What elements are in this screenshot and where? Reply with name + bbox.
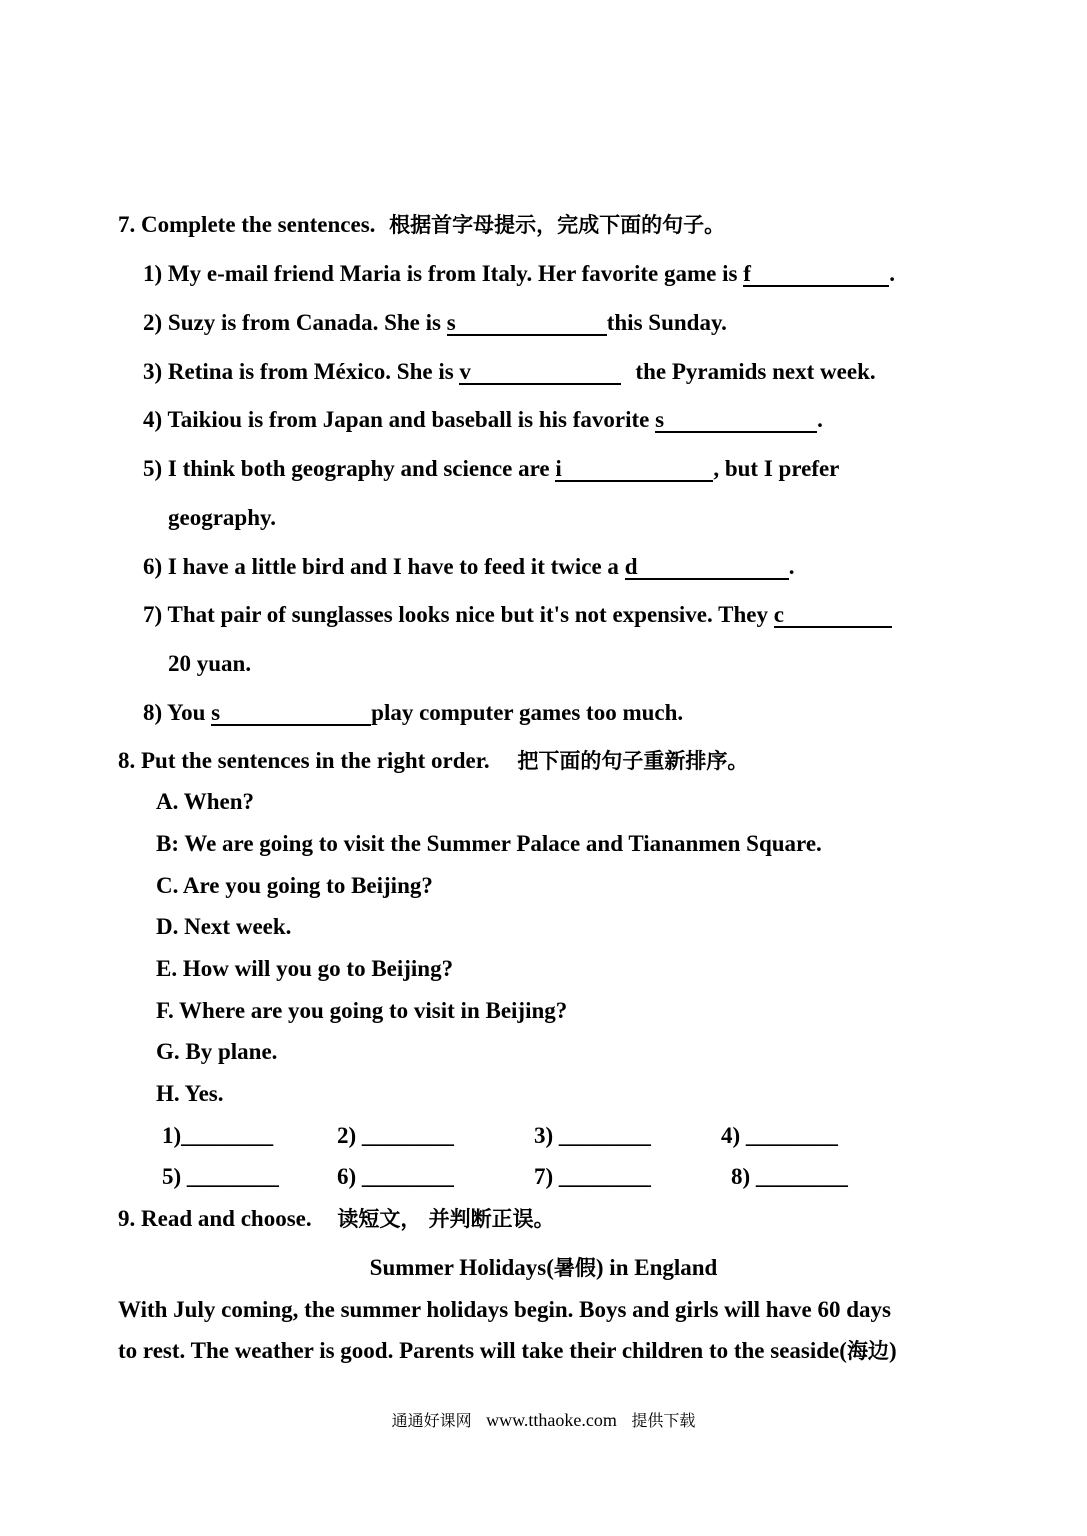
q7-item-8 — [143, 699, 683, 727]
q7-item-8-text: 8) You — [143, 700, 212, 725]
q8-sentence-c: C. Are you going to Beijing? — [156, 873, 433, 898]
footer-site-name: 通通好课网 — [391, 1411, 472, 1430]
q7-item-6 — [143, 553, 794, 581]
q7-item-5-letter: i — [555, 456, 562, 481]
passage-line-2-cn: 海边 — [846, 1339, 889, 1363]
passage-title-post: ) in England — [595, 1255, 718, 1280]
q7-item-7-letter: c — [773, 602, 784, 627]
q7-item-6-text: 6) I have a little bird and I have to feed it twice a — [143, 554, 625, 579]
q7-item-4-post: . — [817, 407, 823, 432]
q7-item-2 — [143, 309, 727, 337]
q7-item-3-letter: v — [459, 359, 471, 384]
q7-heading-cn: 根据首字母提示，完成下面的句子。 — [389, 213, 726, 237]
q7-heading-en: 7. Complete the sentences. — [118, 212, 376, 237]
q7-item-2-post: this Sunday. — [606, 310, 727, 335]
passage-line-1: With July coming, the summer holidays begin. Boys and girls will have 60 days — [118, 1297, 891, 1322]
q7-item-1-letter: f — [743, 261, 751, 286]
q7-item-8-post: play computer games too much. — [371, 700, 684, 725]
q7-item-6-letter: d — [624, 554, 638, 579]
q7-item-4-blank[interactable] — [655, 409, 817, 433]
q7-heading — [118, 211, 725, 239]
q7-item-1-text: 1) My e-mail friend Maria is from Italy. Her favorite game is — [143, 261, 744, 286]
page-footer — [0, 1408, 1087, 1431]
q7-item-3-post: the Pyramids next week. — [635, 359, 876, 384]
q7-item-8-letter: s — [211, 700, 221, 725]
passage-title-pre: Summer Holidays( — [369, 1255, 554, 1280]
q7-item-4-text: 4) Taikiou is from Japan and baseball is his favorite — [143, 407, 656, 432]
q8-sentence-e: E. How will you go to Beijing? — [156, 956, 454, 981]
passage-title-cn: 暑假 — [553, 1256, 596, 1280]
passage-line-2-text: to rest. The weather is good. Parents will take their children to the seaside( — [118, 1338, 847, 1363]
q8-heading — [118, 747, 748, 775]
q7-item-5-text: 5) I think both geography and science are — [143, 456, 556, 481]
q8-answer-2[interactable]: 2) ________ — [337, 1123, 454, 1148]
footer-url[interactable]: www.tthaoke.com — [486, 1410, 617, 1430]
q8-heading-en: 8. Put the sentences in the right order. — [118, 748, 490, 773]
q7-item-1-blank[interactable] — [743, 263, 889, 287]
q7-item-5-post: , but I prefer — [713, 456, 840, 481]
q7-item-3 — [143, 358, 876, 386]
q8-answer-1[interactable]: 1)________ — [162, 1123, 274, 1148]
q8-answer-3[interactable]: 3) ________ — [534, 1123, 651, 1148]
q8-answer-6[interactable]: 6) ________ — [337, 1164, 454, 1189]
q7-item-3-blank[interactable] — [459, 361, 621, 385]
q7-item-4-letter: s — [655, 407, 665, 432]
q9-heading-cn: 读短文， 并判断正误。 — [337, 1207, 555, 1231]
q7-item-3-text: 3) Retina is from México. She is — [143, 359, 460, 384]
q8-answer-7[interactable]: 7) ________ — [534, 1164, 651, 1189]
q7-item-7-text: 7) That pair of sunglasses looks nice but it's not expensive. They — [143, 602, 774, 627]
q8-sentence-g: G. By plane. — [156, 1039, 278, 1064]
footer-note: 提供下载 — [631, 1411, 696, 1430]
q7-item-5-blank[interactable] — [555, 458, 713, 482]
q7-item-6-blank[interactable] — [625, 556, 789, 580]
q8-answer-5[interactable]: 5) ________ — [162, 1164, 279, 1189]
passage-line-2-post: ) — [888, 1338, 897, 1363]
q7-item-1 — [143, 260, 895, 288]
q7-item-7 — [143, 601, 892, 629]
q7-item-1-post: . — [889, 261, 895, 286]
q7-item-2-letter: s — [446, 310, 456, 335]
q8-answer-4[interactable]: 4) ________ — [721, 1123, 838, 1148]
q7-item-2-blank[interactable] — [447, 312, 607, 336]
q8-sentence-b: B: We are going to visit the Summer Palace and Tiananmen Square. — [156, 831, 822, 856]
q7-item-2-text: 2) Suzy is from Canada. She is — [143, 310, 447, 335]
q8-sentence-h: H. Yes. — [156, 1081, 224, 1106]
q8-sentence-f: F. Where are you going to visit in Beijing? — [156, 998, 568, 1023]
q7-item-6-post: . — [788, 554, 795, 579]
q8-sentence-a: A. When? — [156, 789, 254, 814]
passage-line-2 — [118, 1337, 897, 1365]
q8-sentence-d: D. Next week. — [156, 914, 292, 939]
q7-item-5-continuation: geography. — [168, 505, 276, 530]
q7-item-4 — [143, 406, 823, 434]
q8-answer-8[interactable]: 8) ________ — [731, 1164, 848, 1189]
passage-title — [0, 1254, 1087, 1282]
q7-item-5 — [143, 455, 839, 483]
q9-heading-en: 9. Read and choose. — [118, 1206, 312, 1231]
q9-heading — [118, 1205, 555, 1233]
q7-item-7-blank[interactable] — [774, 604, 892, 628]
q7-item-7-continuation: 20 yuan. — [168, 651, 252, 676]
q8-heading-cn: 把下面的句子重新排序。 — [517, 749, 749, 773]
q7-item-8-blank[interactable] — [211, 702, 371, 726]
